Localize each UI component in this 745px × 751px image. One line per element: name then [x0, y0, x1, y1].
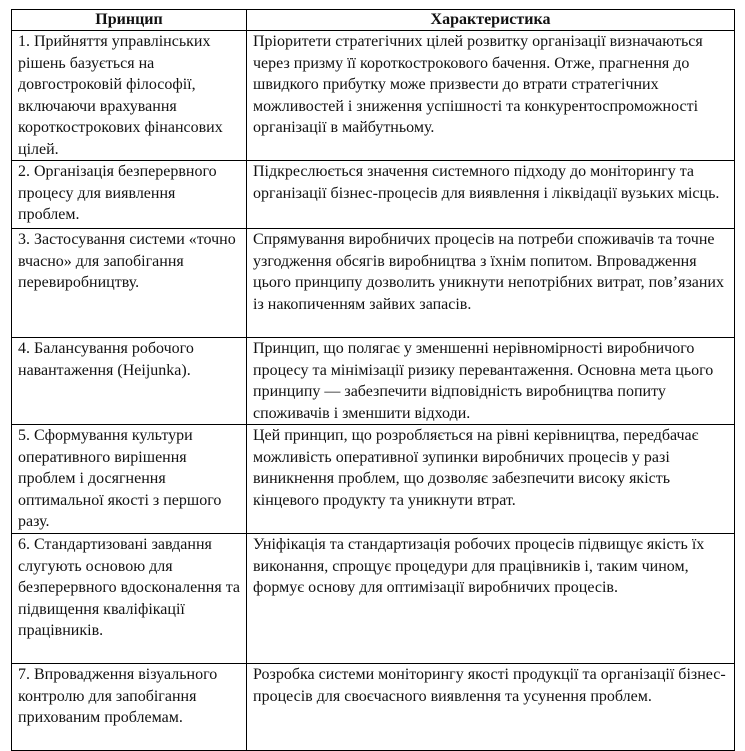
principle-cell: 6. Стандартизовані завдання слугують основою для безперервного вдосконалення та підвищення кваліфікації працівників.: [12, 534, 247, 664]
characteristic-cell: Цей принцип, що розробляється на рівні керівництва, передбачає можливість оперативної зупинки виробничих процесів у разі виникнення проблем, що дозволяє забезпечити високу якість кінцевого продукту та уникнути втрат.: [247, 425, 735, 534]
table-row: [12, 664, 735, 751]
principle-cell: 3. Застосування системи «точно вчасно» для запобігання перевиробництву.: [12, 229, 247, 338]
principle-cell: 1. Прийняття управлінських рішень базується на довгостроковій філософії, включаючи врахування короткострокових фінансових цілей.: [12, 31, 247, 161]
table-row: [12, 229, 735, 338]
table-header: [12, 10, 735, 31]
header-principle: Принцип: [12, 10, 247, 31]
characteristic-cell: Уніфікація та стандартизація робочих процесів підвищує якість їх виконання, спрощує процедури для працівників і, таким чином, формує основу для оптимізації виробничих процесів.: [247, 534, 735, 664]
header-row: [12, 10, 735, 31]
table-row: [12, 534, 735, 664]
table-row: [12, 161, 735, 229]
principle-cell: 5. Сформування культури оперативного вирішення проблем і досягнення оптимальної якості з першого разу.: [12, 425, 247, 534]
principles-table: [11, 9, 735, 751]
principle-cell: 2. Організація безперервного процесу для виявлення проблем.: [12, 161, 247, 229]
table-row: [12, 425, 735, 534]
characteristic-cell: Розробка системи моніторингу якості продукції та організації бізнес-процесів для своєчасного виявлення та усунення проблем.: [247, 664, 735, 751]
header-characteristic: Характеристика: [247, 10, 735, 31]
table-row: [12, 31, 735, 161]
characteristic-cell: Спрямування виробничих процесів на потреби споживачів та точне узгодження обсягів виробництва з їхнім попитом. Впровадження цього принципу дозволить уникнути непотрібних витрат, пов’язаних із накопиченням зайвих запасів.: [247, 229, 735, 338]
table-row: [12, 338, 735, 425]
principle-cell: 7. Впровадження візуального контролю для запобігання прихованим проблемам.: [12, 664, 247, 751]
characteristic-cell: Принцип, що полягає у зменшенні нерівномірності виробничого процесу та мінімізації ризику перевантаження. Основна мета цього принципу — забезпечити відповідність виробництва попиту споживачів і зменшити відходи.: [247, 338, 735, 425]
characteristic-cell: Підкреслюється значення системного підходу до моніторингу та організації бізнес-процесів для виявлення і ліквідації вузьких місць.: [247, 161, 735, 229]
characteristic-cell: Пріоритети стратегічних цілей розвитку організації визначаються через призму її короткострокового бачення. Отже, прагнення до швидкого прибутку може призвести до втрати стратегічних можливостей і зниження успішності та конкурентоспроможності організації в майбутньому.: [247, 31, 735, 161]
principle-cell: 4. Балансування робочого навантаження (Heijunka).: [12, 338, 247, 425]
table-body: [12, 31, 735, 751]
